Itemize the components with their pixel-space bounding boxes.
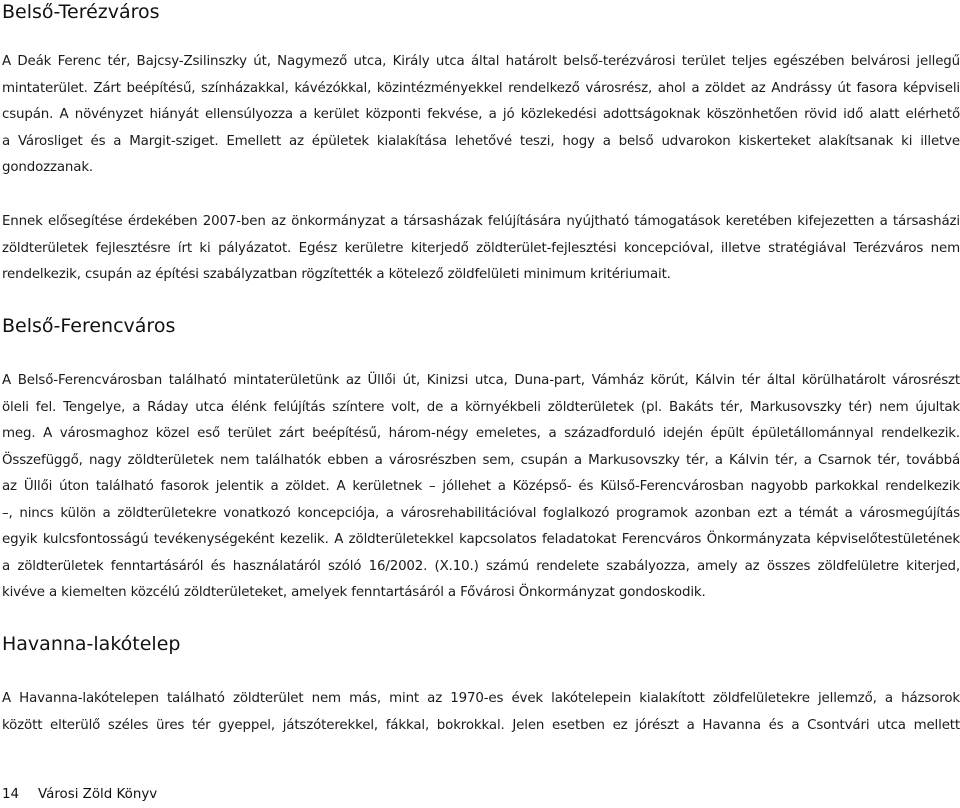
text-line: zöldterületek fejlesztésre írt ki pályázatot. Egész kerületre kiterjedő zöldterület-fejlesztési koncepcióval, illetve stratégiával Terézváros nem [2,240,960,256]
text-line: A Havanna-lakótelepen található zöldterület nem más, mint az 1970-es évek lakótelepein kialakított zöldfelületekre jellemző, a házsorok [2,691,960,706]
text-line: az Üllői úton található fasorok jelentik a zöldet. A kerületnek – jóllehet a Középső- és Külső-Ferencvárosban nagyobb parkokkal rendelkezik [2,479,960,494]
text-line: kivéve a kiemelten közcélú zöldterületeket, amelyek fenntartásáról a Fővárosi Önkormányzat gondoskodik. [2,585,706,600]
text-line: a zöldterületek fenntartásáról és használatáról szóló 16/2002. (X.10.) számú rendelete szabályozza, amely az összes zöldfelületre kiterjed, [2,558,960,574]
text-line: meg. A városmaghoz közel eső terület zárt beépítésű, három-négy emeletes, a századforduló idején épült épületállománnyal rendelkezik. [2,426,960,441]
page-number: 14 [2,787,20,802]
text-line: között elterülő széles üres tér gyeppel, játszóterekkel, fákkal, bokrokkal. Jelen esetben ez jórészt a Havanna és a Csontvári utca mellett [2,717,960,733]
text-line: mintaterület. Zárt beépítésű, színházakkal, kávézókkal, közintézményekkel rendelkező városrész, ahol a zöldet az Andrássy út fasora képviseli [2,80,960,96]
text-line: Ennek elősegítése érdekében 2007-ben az önkormányzat a társasházak felújítására nyújtható támogatások keretében kifejezetten a társasházi [2,214,960,229]
text-line: rendelkezik, csupán az építési szabályzatban rögzítették a kötelező zöldfelületi minimum kritériumait. [2,267,671,282]
text-line: Összefüggő, nagy zöldterületek nem találhatók ebben a városrészben sem, csupán a Markusovszky tér, a Kálvin tér, a Csarnok tér, továbbá [2,452,960,468]
text-line: gondozzanak. [2,160,94,175]
paragraph-havanna-1 [2,686,960,739]
paragraph-ferencvaros-1 [2,368,960,607]
text-line: A Deák Ferenc tér, Bajcsy-Zsilinszky út, Nagymező utca, Király utca által határolt belső-terézvárosi terület teljes egészében belvárosi jellegű [2,54,960,69]
page-footer [2,786,157,804]
section-title-belso-ferencvaros: Belső-Ferencváros [2,315,176,337]
text-line: egyik kulcsfontosságú tevékenységeként kezelik. A zöldterületekkel kapcsolatos feladatokat Ferencváros Önkormányzata képviselőtestületének [2,532,960,547]
section-title-belso-terezvaros: Belső-Terézváros [2,1,160,23]
book-title: Városi Zöld Könyv [38,787,158,802]
text-line: a Városliget és a Margit-sziget. Emellett az épületek kialakítása lehetővé teszi, hogy a belső udvarokon kiskerteket alakítsanak ki illetve [2,133,960,149]
paragraph-terezvaros-1 [2,49,960,182]
section-title-havanna-lakotelep: Havanna-lakótelep [2,633,181,655]
text-line: –, nincs külön a zöldterületekre vonatkozó koncepciója, a városrehabilitációval foglalkozó programok azonban ezt a témát a városmegújítás [2,505,960,521]
text-line: A Belső-Ferencvárosban található mintaterületünk az Üllői út, Kinizsi utca, Duna-part, Vámház körút, Kálvin tér által körülhatárolt városrészt [2,373,960,388]
text-line: öleli fel. Tengelye, a Ráday utca élénk felújítás színtere volt, de a környékbeli zöldterületek (pl. Bakáts tér, Markusovszky tér) nem újultak [2,399,960,415]
paragraph-terezvaros-2 [2,209,960,289]
text-line: csupán. A növényzet hiányát ellensúlyozza a kerület központi fekvése, a jó közlekedési adottságoknak köszönhetően rövid idő alatt elérhető [2,107,960,122]
